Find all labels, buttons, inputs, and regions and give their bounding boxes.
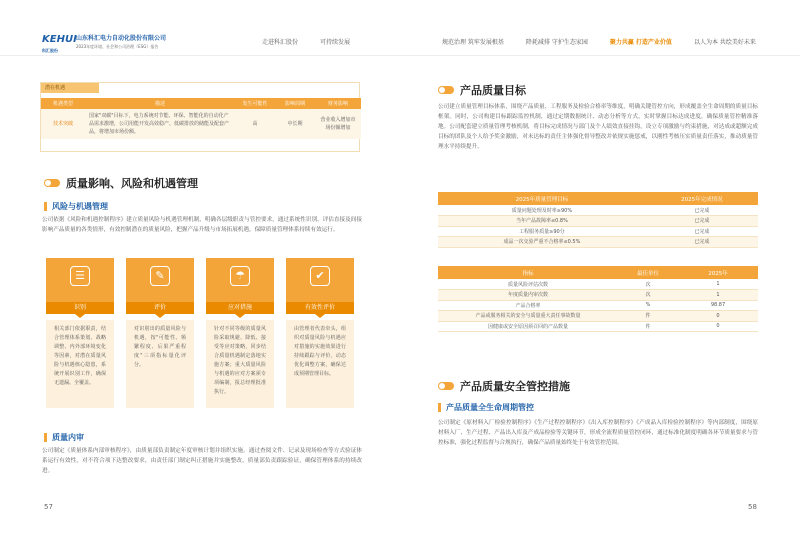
table-row [438,300,758,311]
nav-item-about[interactable]: 走进科汇股份 [262,39,299,46]
table-cell: 工程服务质量≥90分 [438,226,646,237]
table-header-row [438,266,758,279]
table-cell: 已完成 [646,226,758,237]
step-label: 识别 [46,302,114,314]
nav-right [442,37,778,46]
nav-item-value[interactable]: 聚力共赢 打造产业价值 [609,39,672,46]
step-identify [46,258,114,408]
step-label: 有效性评价 [286,302,354,314]
step-body: 相关部门依据职责，结合管理体系策划、战略调整、内外部环境变化等因素，对潜在质量风险与机遇核心隐患，系统开展识别工作，确保无遗漏、全覆盖。 [46,320,114,408]
step-body: 由管理者代表牵头，组织对质量风险与机遇应对措施的实施效果进行持续跟踪与评价，动态优化调整方案，确保达成预期管理目标。 [286,320,354,408]
page-number-right: 58 [748,503,757,511]
metrics-table [438,266,758,332]
table-row [438,205,758,216]
table-cell: 产品或服务相关的安全与质量重大责任事故数量 [438,311,618,322]
table-row [438,290,758,301]
accent-bar [44,433,47,442]
step-label: 应对措施 [206,302,274,314]
table-cell: 0 [678,311,758,322]
section-title [438,82,526,98]
section-title-text: 产品质量安全管控措施 [460,380,570,393]
table-row [438,216,758,227]
table-cell: 质量风险评估次数 [438,279,618,290]
quality-goal-paragraph: 公司建立质量管理目标体系，围绕产品质量、工程服务及检验合格率等维度，明确关键管控方向，形成覆盖全生命周期的质量目标框架。同时，公司构建目标跟踪监控机制，通过定期数据统计、动态分析等方式，实时掌握目标达成进度，确保质量管控精准落地。公司配套建立质量管理考核机制，将目标完成情况与部门及个人绩效直接挂钩，设立专项激励与约束措施，对达成或超额完成目标的团队及个人给予奖金激励，对未达标的责任主体强化督导整改并依规实施惩戒，以刚性考核压实质量责任落实，推动质量管理水平持续提升。 [438,104,758,150]
card-tag: 潜在机遇 [41,83,99,93]
audit-paragraph: 公司制定《质量体系内部审核程序》，由质量部负责制定年度审核计划并组织实施。通过查阅文件、记录及现场检查等方式验证体系运行有效性，对不符合项下达整改要求，由责任部门制定纠正措施并实施整改，质量部负责跟踪验证，确保管理体系的持续改进。 [42,448,362,474]
umbrella-icon: ☂ [230,266,250,286]
toggle-icon [44,179,60,187]
table-cell: 次 [618,290,678,301]
section-title [438,378,570,394]
step-arrow [155,314,165,318]
table-cell: 1 [678,290,758,301]
table-header-cell: 2025年质量管理目标 [438,192,646,205]
table-header-cell: 影响周期 [275,98,315,109]
table-cell: 技术突破 [41,109,85,139]
accent-bar [438,403,441,412]
step-response [206,258,274,408]
nav-item-governance[interactable]: 规范治理 筑牢发展根基 [442,39,504,46]
nav-item-environment[interactable]: 降耗减排 守护生态家园 [525,39,588,46]
table-cell: 件 [618,321,678,332]
nav-item-people[interactable]: 以人为本 共绘美好未来 [693,39,756,46]
subsection-title-text: 质量内审 [52,433,84,442]
table-row [438,321,758,332]
toggle-icon [438,382,454,390]
table-header-cell: 机遇类型 [41,98,85,109]
step-label: 评价 [126,302,194,314]
subsection-title [44,201,108,212]
opportunity-card [40,82,360,152]
table-cell: 98.87 [678,300,758,311]
accent-bar [44,202,47,211]
table-cell: 高 [235,109,275,139]
table-cell: 件 [618,311,678,322]
step-arrow [235,314,245,318]
company-logo [42,33,167,53]
section-title-text: 质量影响、风险和机遇管理 [66,177,198,190]
step-evaluate [126,258,194,408]
table-cell: 年度质量内审次数 [438,290,618,301]
table-row [438,311,758,322]
table-cell: 已完成 [646,237,758,248]
table-header-cell: 最佳单位 [618,266,678,279]
subsection-title-text: 风险与机遇管理 [52,202,108,211]
company-info [76,33,166,50]
table-header-cell: 2025年 [678,266,758,279]
lifecycle-paragraph: 公司制定《原材料入厂检验控制程序》《生产过程控制程序》《出入库控制程序》《产成品入库检验控制程序》等内部制度，围绕原材料入厂、生产过程、产品出入库及产成品检验等关键环节，形成全流程质量管控闭环，通过标准化制度明确各环节质量要求与管控标准，强化过程监督与合规执行，确保产品质量始终处于有效管控范围。 [438,420,758,446]
report-title: 2023年度环境、社会和公司治理（ESG）报告 [76,44,159,49]
table-header-row [41,98,361,109]
table-header-cell: 2025年完成情况 [646,192,758,205]
table-cell: 0 [678,321,758,332]
goals-table [438,192,758,248]
table-row [438,226,758,237]
toggle-icon [438,86,454,94]
table-cell: 当年产品故障率≤0.8% [438,216,646,227]
list-icon: ☰ [70,266,90,286]
table-cell: % [618,300,678,311]
table-row [438,279,758,290]
table-cell: 已完成 [646,205,758,216]
subsection-title [44,432,84,443]
table-cell: 中长期 [275,109,315,139]
step-body: 对识别出的质量风险与机遇，按"可能性、频繁程度、后果严重程度"三项指标量化评分。 [126,320,194,408]
company-name: 山东科汇电力自动化股份有限公司 [76,35,167,42]
table-row [438,237,758,248]
table-cell: 次 [618,279,678,290]
table-cell: 1 [678,279,758,290]
table-header-row [438,192,758,205]
table-cell: 产品合格率 [438,300,618,311]
opportunity-table [41,98,361,139]
table-header-cell: 指标 [438,266,618,279]
step-effectiveness [286,258,354,408]
table-row [41,109,361,139]
table-header-cell: 发生可能性 [235,98,275,109]
report-header [0,0,800,56]
table-cell: 成品一次交验严重不合格率≤0.5% [438,237,646,248]
step-arrow [75,314,85,318]
table-header-cell: 描述 [85,98,235,109]
edit-icon: ✎ [150,266,170,286]
section-title-text: 产品质量目标 [460,84,526,97]
subsection-title [438,402,534,413]
nav-item-sustainability[interactable]: 可持续发展 [320,39,351,46]
table-cell: 因健康或安全原因须召回的产品数量 [438,321,618,332]
page-number-left: 57 [44,503,53,511]
step-body: 针对不同等级的质量风险采取规避、降低、接受等应对策略，同步结合质量机遇制定落地实施方案；重大质量风险与机遇的应对方案须专项编制，报总经理批准执行。 [206,320,274,408]
step-arrow [315,314,325,318]
table-cell: 国家"双碳"目标下，电力系统对节能、环保、智能化的自动化产品需求激增，公司用能开发高效稳产、低碳排放的储能及配套产品，将增加市场份额。 [85,109,235,139]
risk-paragraph: 公司依据《风险和机遇控制程序》建立质量风险与机遇管理机制，明确各层级职责与管控要求，通过系统性识别、评估直接及间接影响产品质量的各类情形，有效控制潜在的质量风险，把握产品升级与市场拓展机遇，保障质量管理体系持续有效运行。 [42,217,362,233]
subsection-title-text: 产品质量全生命周期管控 [446,403,534,412]
table-cell: 已完成 [646,216,758,227]
logo-text: KEHUI [42,33,77,45]
table-cell: 营业收入增加市场份额增加 [315,109,361,139]
logo-sub: 科汇股份 [42,47,58,53]
section-title [44,175,198,191]
table-cell: 质量问题处理及时率≥90% [438,205,646,216]
logo-mark [42,33,77,53]
shield-check-icon: ✔ [310,266,330,286]
table-header-cell: 财务影响 [315,98,361,109]
nav-left [262,37,372,46]
